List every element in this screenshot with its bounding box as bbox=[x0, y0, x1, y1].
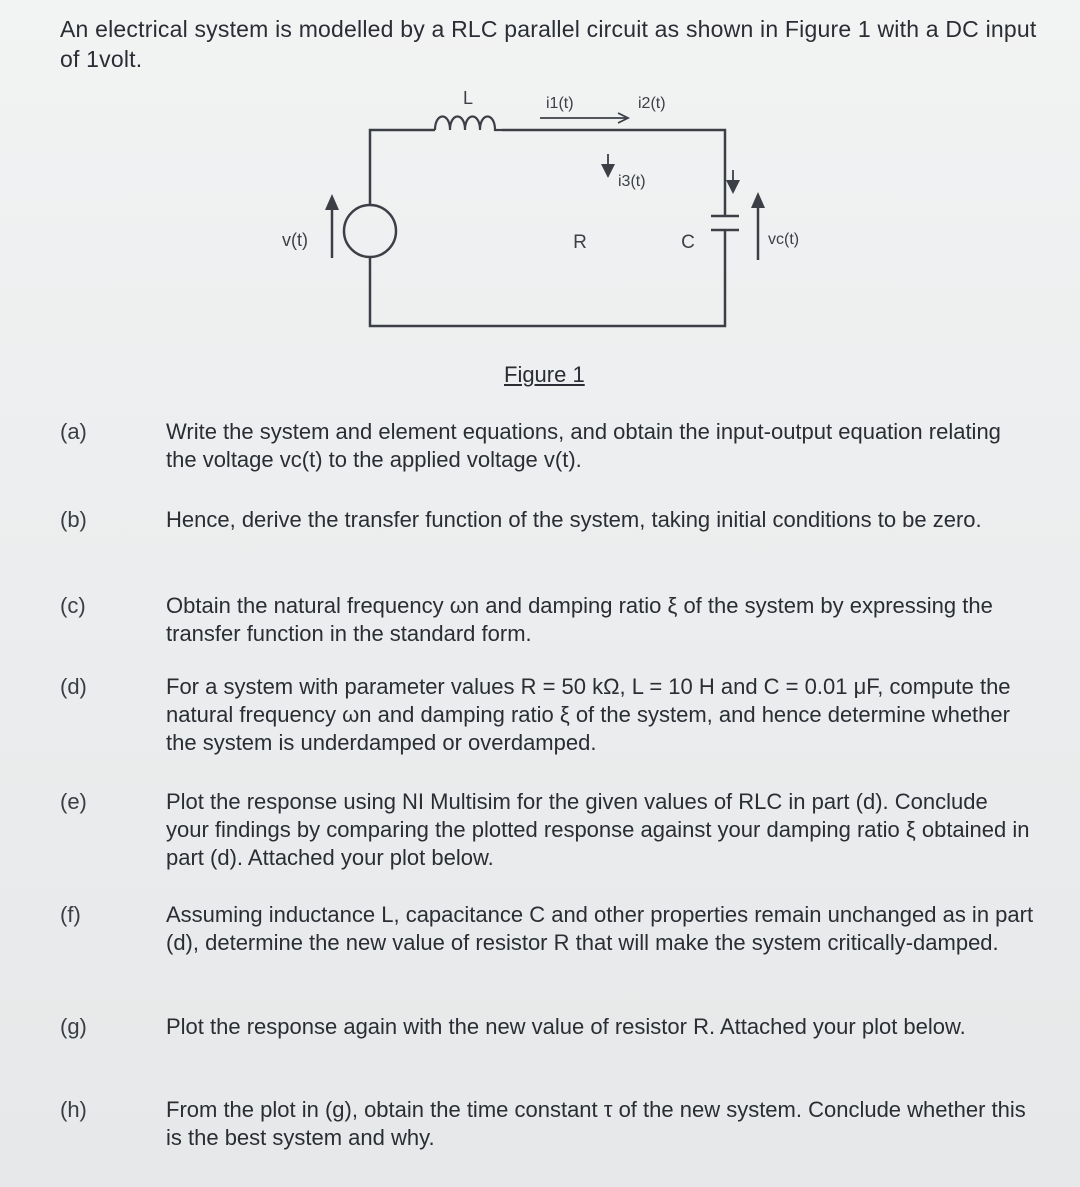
question-label: (f) bbox=[60, 902, 81, 927]
question-text: Assuming inductance L, capacitance C and other properties remain unchanged as in part (d), determine the new value of resistor R that will make the system critically-damped. bbox=[166, 902, 1034, 955]
wire-bottom bbox=[370, 230, 725, 326]
question-label: (d) bbox=[60, 674, 87, 699]
cap-voltage-arrow-head bbox=[751, 192, 765, 208]
question-label: (b) bbox=[60, 507, 87, 532]
question-text: Plot the response using NI Multisim for the given values of RLC in part (d). Conclude your findings by comparing the plotted response against your damping ratio ξ obtained in part (d). Attached your plot below. bbox=[166, 789, 1030, 870]
question-text: Write the system and element equations, and obtain the input-output equation relating the voltage vc(t) to the applied voltage v(t). bbox=[166, 419, 1001, 472]
question-label: (h) bbox=[60, 1097, 87, 1122]
question-label: (a) bbox=[60, 419, 87, 444]
question-text: From the plot in (g), obtain the time constant τ of the new system. Conclude whether this is the best system and why. bbox=[166, 1097, 1026, 1150]
intro-text: An electrical system is modelled by a RLC parallel circuit as shown in Figure 1 with a DC input of 1volt. bbox=[60, 16, 1037, 72]
wire-left-top bbox=[370, 130, 435, 206]
current-3-label: i3(t) bbox=[618, 173, 646, 190]
figure-caption: Figure 1 bbox=[504, 362, 585, 387]
circuit-diagram bbox=[270, 80, 830, 340]
question-label: (e) bbox=[60, 789, 87, 814]
question-text: Plot the response again with the new value of resistor R. Attached your plot below. bbox=[166, 1014, 966, 1039]
question-text: For a system with parameter values R = 50 kΩ, L = 10 H and C = 0.01 μF, compute the natural frequency ωn and damping ratio ξ of the system, and hence determine whether the system is underdamped or overdamped. bbox=[166, 674, 1011, 755]
current-1-label: i1(t) bbox=[546, 95, 574, 112]
inductor-label: L bbox=[462, 88, 474, 108]
capacitor-label: C bbox=[681, 232, 695, 253]
wire-top-right bbox=[502, 130, 725, 216]
source-arrow-head bbox=[325, 194, 339, 210]
resistor-label: R bbox=[573, 232, 587, 253]
current-2-arrow-head bbox=[726, 180, 740, 194]
cap-voltage-label: vc(t) bbox=[768, 231, 800, 248]
voltage-source-icon bbox=[344, 205, 396, 257]
question-label: (c) bbox=[60, 593, 86, 618]
source-label: v(t) bbox=[282, 230, 308, 250]
current-3-arrow-head bbox=[601, 164, 615, 178]
inductor-coil bbox=[435, 117, 502, 131]
question-text: Hence, derive the transfer function of the system, taking initial conditions to be zero. bbox=[166, 507, 982, 532]
current-2-label: i2(t) bbox=[638, 95, 666, 112]
question-label: (g) bbox=[60, 1014, 87, 1039]
question-text: Obtain the natural frequency ωn and damping ratio ξ of the system by expressing the transfer function in the standard form. bbox=[166, 593, 993, 646]
